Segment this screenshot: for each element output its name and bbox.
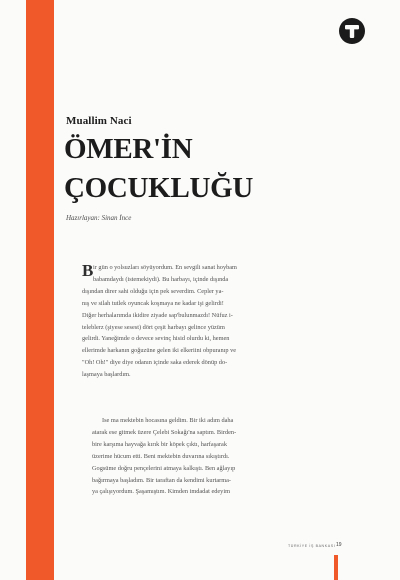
paragraph-2 [82,415,328,498]
paragraph-line: Diğer herhalarımda ikidire ziyade sap'bulunmazdı! Nüfuz i- [82,311,233,319]
paragraph-line: laşmaya başlardım. [82,371,131,379]
paragraph-line: Gogsüme doğru pençelerini atmaya kalkıştı. Ben ağlayıp [92,464,236,472]
paragraph-line: ir gün o yolsuzları söyüyordum. En sevgili sanat hoybam [93,264,237,271]
author-name: Muallim Naci [66,115,132,127]
page-accent-mark [334,555,338,580]
editor-credit: Hazırlayan: Sinan İnce [66,214,132,222]
footer-publisher-label: TÜRKİYE İŞ BANKASI [288,544,336,548]
paragraph-line: Ise ma mektebin hocasına geldim. Bir iki adım daha [102,417,234,424]
book-title-line-2: ÇOCUKLUĞU [64,172,254,204]
paragraph-line: bağırmaya başladım. Bir taraftan da kendimi kurtarma- [92,476,232,484]
drop-cap: B [82,261,94,280]
paragraph-line: teleblerz (şiyese sesest) dört çeşit harbayı gelince yüzüm [82,323,225,331]
paragraph-line: üzerime hücum etti. Beni mektebin duvarına sıkıştırdı. [92,452,230,460]
paragraph-1 [82,262,328,381]
paragraph-line: bire karşıma hayvağa kırık bir köpek çıktı, harfaşarak [92,440,227,448]
paragraph-line: babamdaydı (istemekiydi). Bu harbayı, içinde dışında [93,275,229,283]
accent-side-bar [26,0,54,580]
page-number: 19 [336,542,342,548]
paragraph-line: atarak ese gitmek üzere Çelebi Sokağı'na saptım. Birden- [92,428,237,436]
paragraph-line: nış ve silah tutlek oyuncak koşmaya ne kadar işi gelirdi! [82,299,224,307]
paragraph-line: "Oh! Oh!" diye diye odanın içinde saka ederek dönüp do- [82,359,228,367]
publisher-logo-icon [339,18,365,44]
book-title-line-1: ÖMER'İN [64,133,193,165]
paragraph-line: ya çalışıyordum. Şaşamıştım. Kimden imdadat edeyim [92,488,230,496]
paragraph-line: dışından direr sahi olduğu için pek severdim. Cepler ya- [82,287,224,295]
paragraph-line: ellerimde harkanın goğuzüne gelen iki elkeriini obpuranıp ve [82,347,237,355]
paragraph-line: gelirdi. Yaneğimde o devece sevinç hisid olurdu ki, hemen [82,335,230,343]
